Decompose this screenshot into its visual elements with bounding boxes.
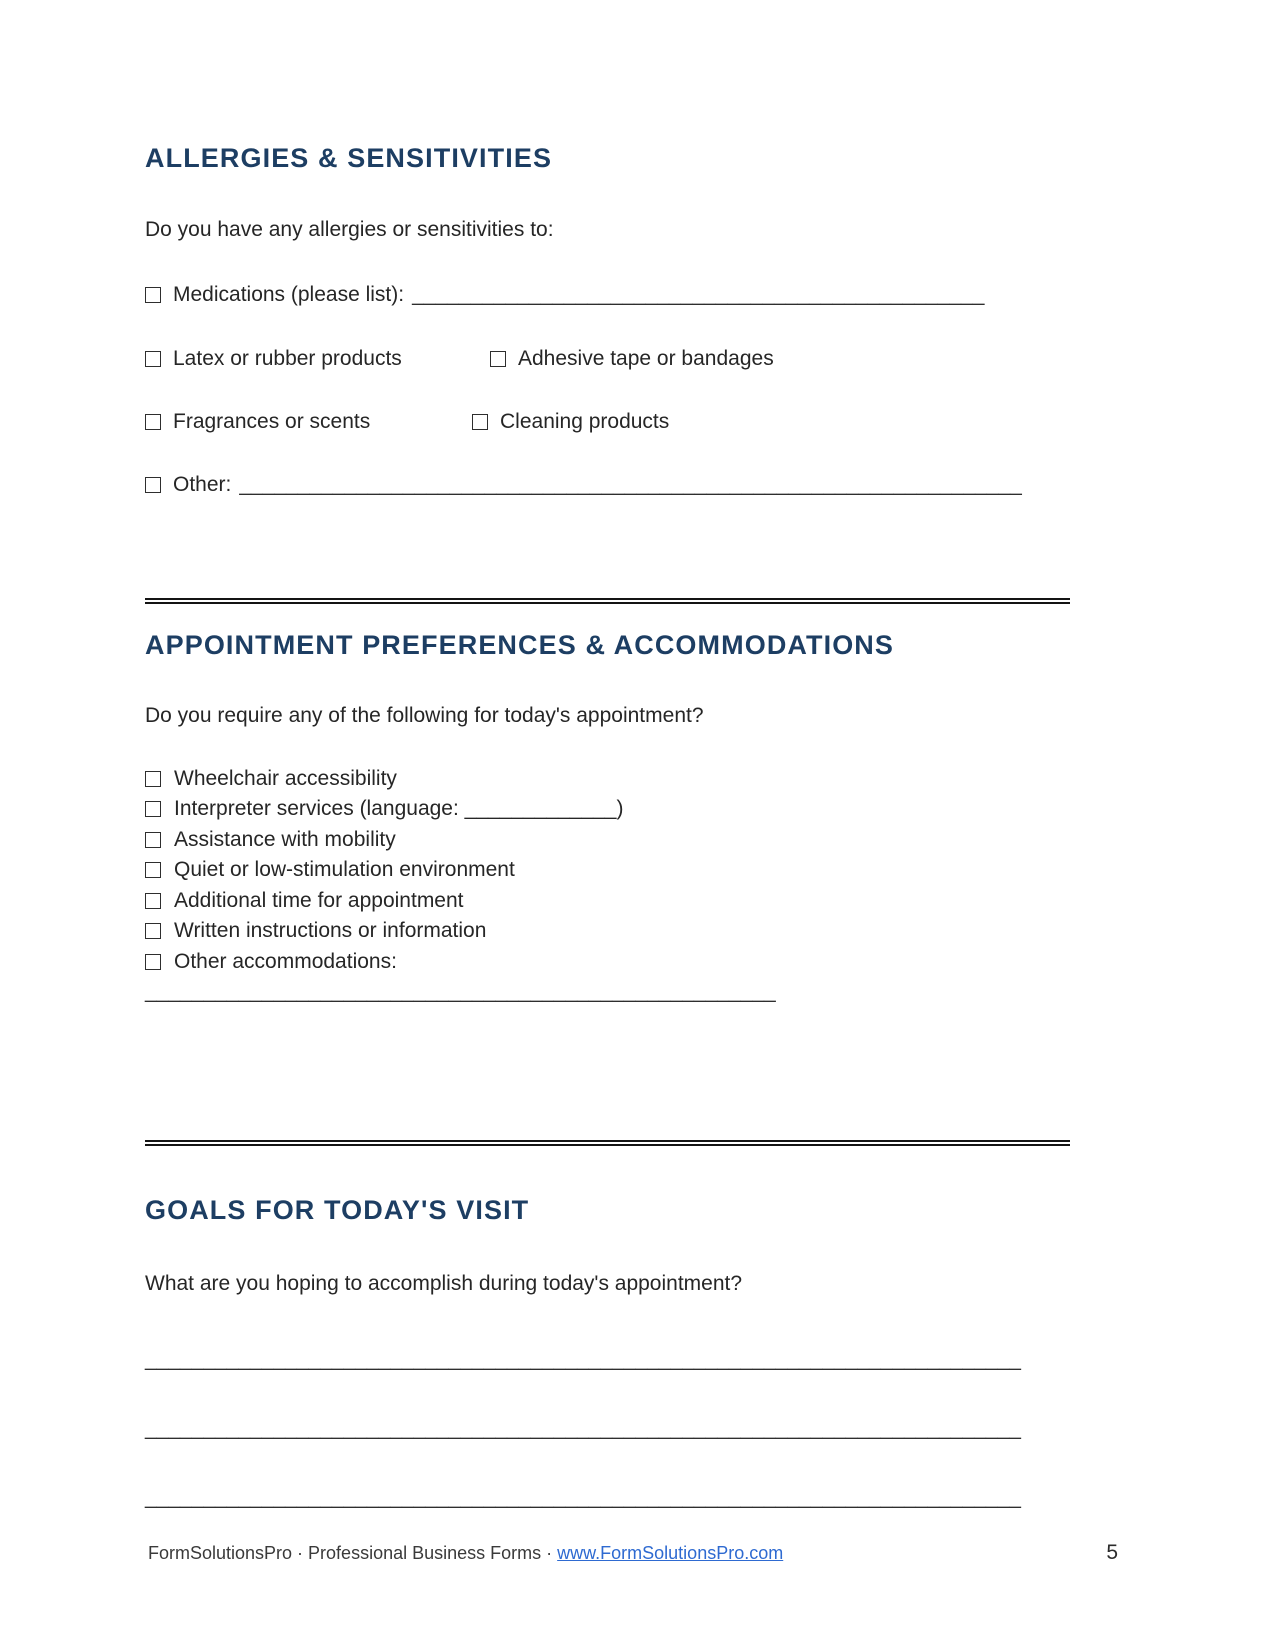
adhesive-checkbox[interactable] — [490, 351, 506, 367]
allergies-other-label: Other: — [173, 473, 232, 497]
preferences-intro: Do you require any of the following for today's appointment? — [145, 704, 704, 728]
goals-answer-line-3[interactable]: ___________________________________________________________________________ — [145, 1486, 1021, 1510]
allergies-checkbox-row-2 — [145, 410, 1275, 434]
section-allergies — [145, 143, 1275, 497]
quiet-environment-option — [145, 855, 1275, 886]
interpreter-option — [145, 794, 1275, 825]
page-number: 5 — [1106, 1541, 1118, 1564]
allergies-other-blank-line[interactable]: ___________________________________________________________________ — [239, 473, 1022, 497]
section-goals — [145, 1195, 1275, 1510]
additional-time-label: Additional time for appointment — [174, 888, 464, 912]
allergies-intro: Do you have any allergies or sensitivities to: — [145, 218, 554, 242]
cleaning-label: Cleaning products — [500, 410, 670, 434]
quiet-environment-label: Quiet or low-stimulation environment — [174, 858, 515, 882]
goals-answer-line-1[interactable]: ___________________________________________________________________________ — [145, 1348, 1021, 1372]
medications-blank-line[interactable]: _________________________________________________ — [412, 283, 985, 307]
allergies-checkbox-row-1 — [145, 347, 1275, 371]
medications-row — [145, 283, 1275, 307]
other-accommodations-option — [145, 947, 1275, 978]
other-accommodations-checkbox[interactable] — [145, 954, 161, 970]
medications-label: Medications (please list): — [173, 283, 405, 307]
latex-option — [145, 347, 490, 371]
footer-text — [148, 1543, 783, 1564]
fragrances-checkbox[interactable] — [145, 414, 161, 430]
preferences-checkbox-list — [145, 764, 1275, 1008]
allergies-title: ALLERGIES & SENSITIVITIES — [145, 143, 553, 173]
section-preferences — [145, 630, 1275, 1007]
footer-link[interactable]: www.FormSolutionsPro.com — [557, 1543, 784, 1563]
interpreter-label: Interpreter services (language: _____________) — [174, 797, 624, 821]
cleaning-checkbox[interactable] — [472, 414, 488, 430]
wheelchair-checkbox[interactable] — [145, 771, 161, 787]
allergies-other-checkbox[interactable] — [145, 477, 161, 493]
medications-checkbox[interactable] — [145, 287, 161, 303]
fragrances-option — [145, 410, 472, 434]
additional-time-checkbox[interactable] — [145, 893, 161, 909]
other-accommodations-blank-line[interactable]: ______________________________________________________ — [145, 980, 776, 1004]
section-divider — [145, 1140, 1070, 1146]
goals-title: GOALS FOR TODAY'S VISIT — [145, 1194, 530, 1225]
wheelchair-option — [145, 764, 1275, 795]
quiet-environment-checkbox[interactable] — [145, 862, 161, 878]
latex-checkbox[interactable] — [145, 351, 161, 367]
latex-label: Latex or rubber products — [173, 347, 402, 371]
allergies-other-row — [145, 473, 1275, 497]
preferences-title: APPOINTMENT PREFERENCES & ACCOMMODATIONS — [145, 630, 895, 661]
section-divider — [145, 598, 1070, 604]
written-instructions-label: Written instructions or information — [174, 919, 487, 943]
mobility-option — [145, 825, 1275, 856]
goals-answer-line-2[interactable]: ___________________________________________________________________________ — [145, 1417, 1021, 1441]
cleaning-option — [472, 410, 669, 434]
adhesive-option — [490, 347, 774, 371]
adhesive-label: Adhesive tape or bandages — [518, 347, 774, 371]
wheelchair-label: Wheelchair accessibility — [174, 766, 397, 790]
written-instructions-checkbox[interactable] — [145, 923, 161, 939]
footer-brand-line: FormSolutionsPro · Professional Business Forms · — [148, 1543, 553, 1563]
other-accommodations-label: Other accommodations: — [174, 949, 397, 973]
mobility-checkbox[interactable] — [145, 832, 161, 848]
goals-intro: What are you hoping to accomplish during today's appointment? — [145, 1271, 743, 1295]
page-footer — [148, 1541, 1118, 1565]
additional-time-option — [145, 886, 1275, 917]
mobility-label: Assistance with mobility — [174, 827, 396, 851]
written-instructions-option — [145, 916, 1275, 947]
fragrances-label: Fragrances or scents — [173, 410, 371, 434]
interpreter-checkbox[interactable] — [145, 801, 161, 817]
